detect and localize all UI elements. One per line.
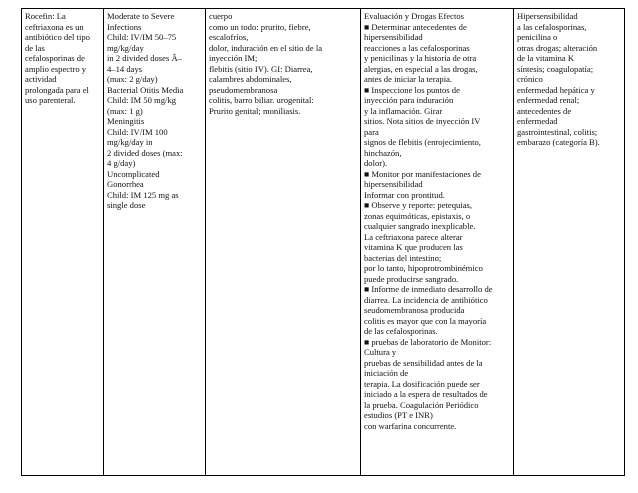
text-line: enfermedad renal; — [517, 95, 580, 105]
text-line: (max: 1 g) — [107, 105, 143, 116]
text-line: Infections — [107, 21, 142, 32]
text-line: Prurito genital; moniliasis. — [209, 105, 301, 116]
cell-side-effects — [206, 9, 361, 476]
text-line: y penicilinas y la historia de otra — [364, 53, 477, 63]
text-line: 4–14 days — [107, 63, 143, 74]
text-line: enfermedad hepática y — [517, 84, 595, 95]
text-line: dolor). — [364, 158, 388, 168]
text-line: signos de flebitis (enrojecimiento, — [364, 137, 481, 147]
text-line: sitios. Nota sitios de inyección IV — [364, 116, 481, 126]
text-line: gastrointestinal, colitis; — [517, 126, 598, 137]
text-line: Rocefin: La — [25, 11, 66, 21]
text-line: crónico — [517, 74, 543, 84]
text-line: Child: IV/IM 100 — [107, 126, 168, 137]
text-line: cefalosporinas de — [25, 53, 85, 63]
text-line: síntesis; coagulopatía; — [517, 63, 594, 74]
document-page — [21, 8, 624, 476]
text-line: la prueba. Coagulación Periódico — [364, 399, 479, 410]
text-line: otras drogas; alteración — [517, 42, 598, 53]
text-line: de las — [25, 42, 45, 53]
text-line: antes de iniciar la terapia. — [364, 74, 453, 84]
text-line: hipersensibilidad — [364, 32, 423, 42]
text-line: de la vitamina K — [517, 53, 575, 63]
text-line: single dose — [107, 200, 146, 210]
text-line: Child: IM 125 mg as — [107, 189, 179, 200]
text-line: actividad — [25, 74, 57, 84]
text-line: Gonorrhea — [107, 179, 144, 189]
text-line: 2 divided doses (max: — [107, 147, 183, 158]
text-line: uso parenteral. — [25, 95, 76, 105]
text-line: Informar con prontitud. — [364, 189, 445, 200]
text-line: zonas equimóticas, epistaxis, o — [364, 210, 471, 221]
text-line: Cultura y — [364, 347, 397, 357]
text-line: (max: 2 g/day) — [107, 74, 158, 84]
drug-info-table — [21, 8, 625, 476]
text-line: dolor, induración en el sitio de la — [209, 42, 323, 53]
text-line: antecedentes de — [517, 105, 572, 116]
text-line: ceftriaxona es un — [25, 21, 84, 32]
text-line: amplio espectro y — [25, 63, 87, 74]
text-line: por lo tanto, hipoprotrombinémico — [364, 263, 483, 273]
text-line: ■ Observe y reporte: petequias, — [364, 200, 473, 210]
text-line: ■ Inspeccione los puntos de — [364, 84, 460, 95]
text-line: de las cefalosporinas. — [364, 326, 438, 336]
text-line: cuerpo — [209, 11, 233, 21]
text-line: mg/kg/day — [107, 42, 144, 53]
text-line: pseudomembranosa — [209, 84, 278, 95]
text-line: ■ Determinar antecedentes de — [364, 21, 467, 32]
text-line: La ceftriaxona parece alterar — [364, 231, 463, 242]
text-line: para — [364, 126, 379, 137]
text-line: prolongada para el — [25, 84, 89, 95]
text-line: antibiótico del tipo — [25, 32, 90, 42]
text-line: pruebas de sensibilidad antes de la — [364, 357, 483, 368]
text-line: escalofríos, — [209, 32, 249, 42]
text-line: Evaluación y Drogas Efectos — [364, 11, 464, 21]
text-line: hipersensibilidad — [364, 179, 423, 189]
text-line: estudios (PT e INR) — [364, 410, 433, 420]
text-line: puede producirse sangrado. — [364, 273, 459, 284]
text-line: 4 g/day) — [107, 158, 136, 168]
text-line: con warfarina concurrente. — [364, 420, 457, 431]
text-line: terapia. La dosificación puede ser — [364, 378, 480, 389]
text-line: Moderate to Severe — [107, 11, 175, 21]
text-line: vitamina K que producen las — [364, 242, 463, 252]
text-line: embarazo (categoría B). — [517, 137, 600, 147]
cell-contraindications — [514, 9, 625, 476]
text-line: diarrea. La incidencia de antibiótico — [364, 294, 488, 305]
cell-dosage — [104, 9, 206, 476]
text-line: flebitis (sitio IV). GI: Diarrea, — [209, 63, 313, 74]
text-line: Uncomplicated — [107, 168, 160, 179]
cell-drug — [22, 9, 104, 476]
text-line: iniciado a la espera de resultados de — [364, 389, 488, 399]
text-line: ■ Monitor por manifestaciones de — [364, 168, 481, 179]
text-line: hinchazón, — [364, 147, 402, 158]
text-line: colitis es mayor que con la mayoría — [364, 315, 487, 326]
text-line: mg/kg/day in — [107, 137, 153, 147]
table-row — [22, 9, 625, 476]
text-line: calambres abdominales, — [209, 74, 292, 84]
text-line: iniciación de — [364, 368, 409, 378]
text-line: Child: IV/IM 50–75 — [107, 32, 177, 42]
text-line: Meningitis — [107, 116, 145, 126]
text-line: inyección para induración — [364, 95, 454, 105]
text-line: Hipersensibilidad — [517, 11, 578, 21]
cell-nursing — [361, 9, 514, 476]
text-line: y la inflamación. Girar — [364, 105, 443, 116]
text-line: ■ Informe de inmediato desarrollo de — [364, 284, 493, 294]
text-line: enfermedad — [517, 116, 558, 126]
text-line: reacciones a las cefalosporinas — [364, 42, 470, 53]
text-line: inyección IM; — [209, 53, 258, 63]
text-line: ■ pruebas de laboratorio de Monitor: — [364, 336, 492, 347]
text-line: Child: IM 50 mg/kg — [107, 95, 176, 105]
text-line: Bacterial Otitis Media — [107, 84, 184, 95]
text-line: seudomembranosa producida — [364, 305, 465, 315]
text-line: bacterias del intestino; — [364, 252, 442, 263]
text-line: a las cefalosporinas, — [517, 21, 587, 32]
text-line: in 2 divided doses Â– — [107, 53, 182, 63]
text-line: cualquier sangrado inexplicable. — [364, 221, 476, 231]
text-line: colitis, barro biliar. urogenital: — [209, 95, 314, 105]
text-line: como un todo: prurito, fiebre, — [209, 21, 311, 32]
text-line: alergias, en especial a las drogas, — [364, 63, 478, 74]
text-line: penicilina o — [517, 32, 558, 42]
